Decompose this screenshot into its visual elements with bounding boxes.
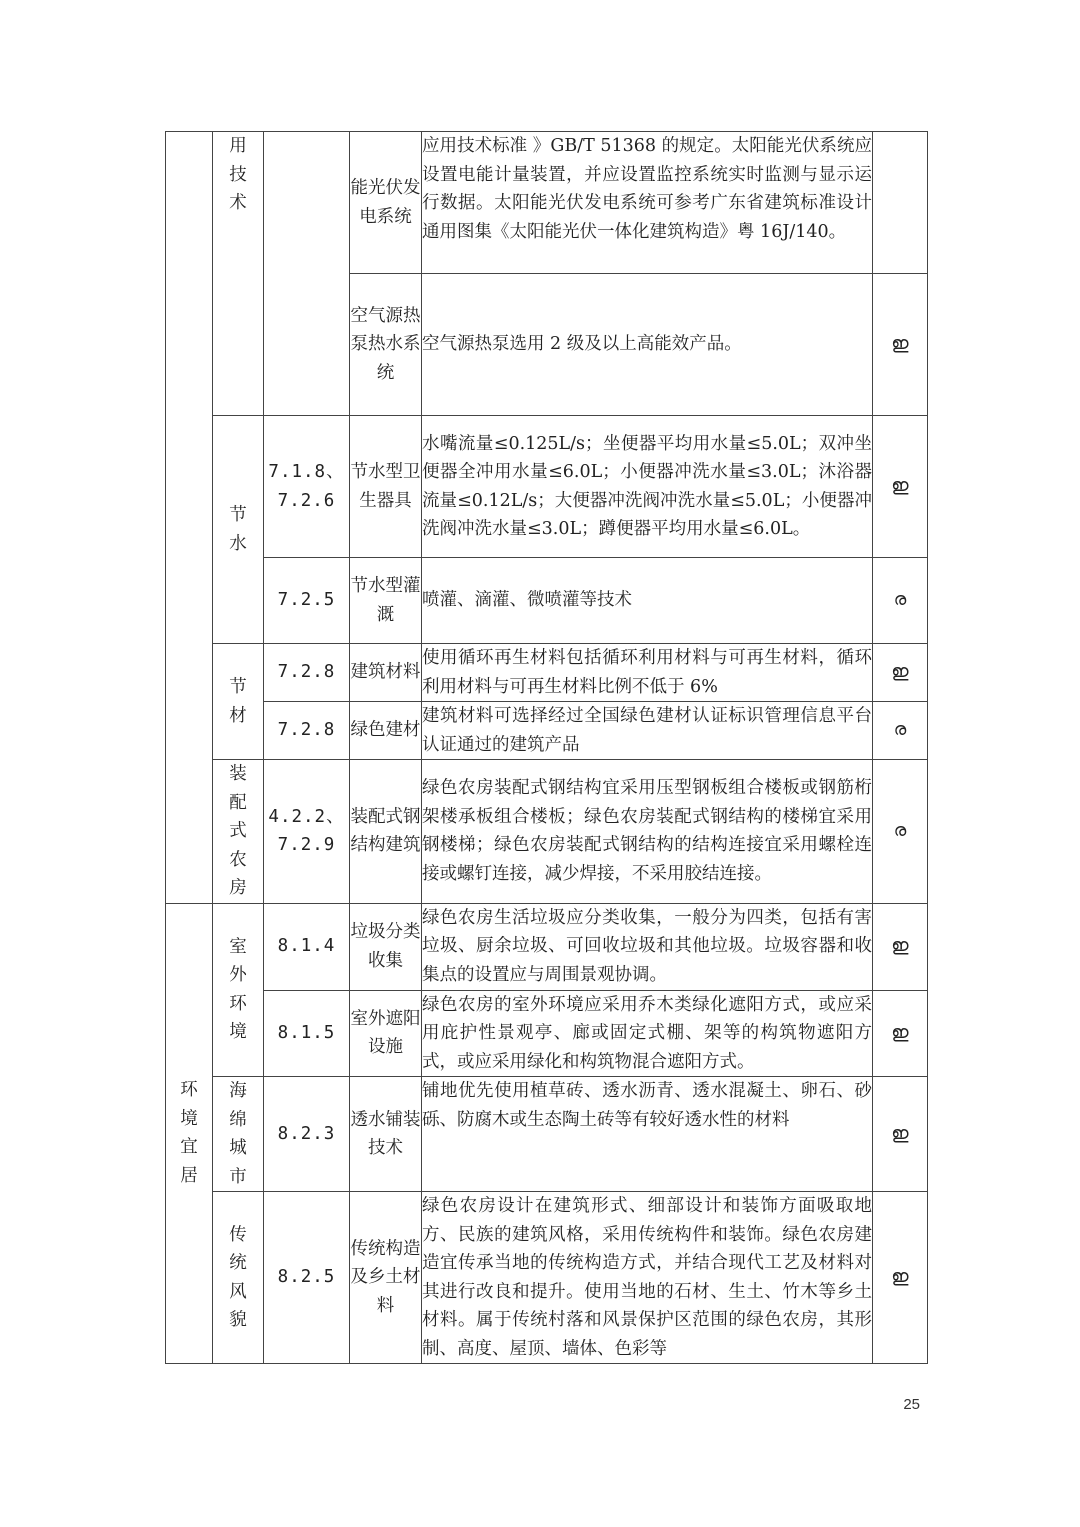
clause-cell: 8.2.5 xyxy=(264,1192,350,1364)
item-cell: 透水铺装技术 xyxy=(350,1077,422,1192)
subcategory-cell: 装配式农房 xyxy=(213,760,264,904)
content-cell: 空气源热泵选用 2 级及以上高能效产品。 xyxy=(422,274,873,416)
content-cell: 绿色农房的室外环境应采用乔木类绿化遮阳方式，或应采用庇护性景观亭、廊或固定式棚、架等的构筑物遮阳方式，或应采用绿化和构筑物混合遮阳方式。 xyxy=(422,990,873,1077)
table-row xyxy=(166,760,928,904)
table-row xyxy=(166,558,928,644)
page-number: 25 xyxy=(903,1396,920,1413)
mark-symbol-icon: ഇ xyxy=(873,990,928,1077)
item-cell: 装配式钢结构建筑 xyxy=(350,760,422,904)
table-row xyxy=(166,903,928,990)
item-cell: 能光伏发电系统 xyxy=(350,132,422,274)
category-cell-prev xyxy=(166,132,213,904)
mark-symbol-icon: ഇ xyxy=(873,1192,928,1364)
item-cell: 节水型灌溉 xyxy=(350,558,422,644)
subcategory-cell: 节材 xyxy=(213,644,264,760)
subcategory-cell: 海绵城市 xyxy=(213,1077,264,1192)
mark-symbol-icon: ഇ xyxy=(873,416,928,558)
clause-cell xyxy=(264,132,350,416)
table-row xyxy=(166,1192,928,1364)
item-cell: 建筑材料 xyxy=(350,644,422,702)
content-cell: 使用循环再生材料包括循环利用材料与可再生材料，循环利用材料与可再生材料比例不低于 6% xyxy=(422,644,873,702)
subcategory-cell: 室外环境 xyxy=(213,903,264,1077)
mark-symbol-icon: ര xyxy=(873,760,928,904)
clause-cell: 7.2.5 xyxy=(264,558,350,644)
clause-cell: 8.1.5 xyxy=(264,990,350,1077)
item-cell: 绿色建材 xyxy=(350,702,422,760)
clause-cell: 8.2.3 xyxy=(264,1077,350,1192)
table-row xyxy=(166,644,928,702)
subcategory-cell: 传统风貌 xyxy=(213,1192,264,1364)
item-cell: 垃圾分类收集 xyxy=(350,903,422,990)
table-row xyxy=(166,990,928,1077)
item-cell: 传统构造及乡土材料 xyxy=(350,1192,422,1364)
table-row xyxy=(166,132,928,274)
clause-cell: 8.1.4 xyxy=(264,903,350,990)
clause-cell: 4.2.2、7.2.9 xyxy=(264,760,350,904)
content-cell: 喷灌、滴灌、微喷灌等技术 xyxy=(422,558,873,644)
table-row xyxy=(166,416,928,558)
content-cell: 绿色农房生活垃圾应分类收集，一般分为四类，包括有害垃圾、厨余垃圾、可回收垃圾和其他垃圾。垃圾容器和收集点的设置应与周围景观协调。 xyxy=(422,903,873,990)
clause-cell: 7.1.8、7.2.6 xyxy=(264,416,350,558)
mark-symbol-icon: ഇ xyxy=(873,644,928,702)
content-cell: 绿色农房设计在建筑形式、细部设计和装饰方面吸取地方、民族的建筑风格，采用传统构件和装饰。绿色农房建造宜传承当地的传统构造方式，并结合现代工艺及材料对其进行改良和提升。使用当地的石材、生土、竹木等乡土材料。属于传统村落和风景保护区范围的绿色农房，其形制、高度、屋顶、墙体、色彩等 xyxy=(422,1192,873,1364)
clause-cell: 7.2.8 xyxy=(264,702,350,760)
content-cell: 建筑材料可选择经过全国绿色建材认证标识管理信息平台认证通过的建筑产品 xyxy=(422,702,873,760)
category-cell: 环境宜居 xyxy=(166,903,213,1364)
mark-symbol-icon: ര xyxy=(873,702,928,760)
clause-cell: 7.2.8 xyxy=(264,644,350,702)
content-cell: 绿色农房装配式钢结构宜采用压型钢板组合楼板或钢筋桁架楼承板组合楼板；绿色农房装配式钢结构的楼梯宜采用钢楼梯；绿色农房装配式钢结构的结构连接宜采用螺栓连接或螺钉连接，减少焊接，不采用胶结连接。 xyxy=(422,760,873,904)
content-cell: 应用技术标准 》GB/T 51368 的规定。太阳能光伏系统应设置电能计量装置，并应设置监控系统实时监测与显示运行数据。太阳能光伏发电系统可参考广东省建筑标准设计通用图集《太阳能光伏一体化建筑构造》粤 16J/140。 xyxy=(422,132,873,274)
subcategory-cell: 用技术 xyxy=(213,132,264,416)
mark-symbol-icon: ഇ xyxy=(873,274,928,416)
content-cell: 铺地优先使用植草砖、透水沥青、透水混凝土、卵石、砂砾、防腐木或生态陶土砖等有较好透水性的材料 xyxy=(422,1077,873,1192)
mark-cell xyxy=(873,132,928,274)
subcategory-cell: 节水 xyxy=(213,416,264,644)
mark-symbol-icon: ര xyxy=(873,558,928,644)
item-cell: 室外遮阳设施 xyxy=(350,990,422,1077)
table-row xyxy=(166,1077,928,1192)
content-cell: 水嘴流量≤0.125L/s；坐便器平均用水量≤5.0L；双冲坐便器全冲用水量≤6.0L；小便器冲洗水量≤3.0L；沐浴器流量≤0.12L/s；大便器冲洗阀冲洗水量≤5.0L；小便器冲洗阀冲洗水量≤3.0L；蹲便器平均用水量≤6.0L。 xyxy=(422,416,873,558)
table-row xyxy=(166,702,928,760)
mark-symbol-icon: ഇ xyxy=(873,903,928,990)
item-cell: 空气源热泵热水系统 xyxy=(350,274,422,416)
item-cell: 节水型卫生器具 xyxy=(350,416,422,558)
mark-symbol-icon: ഇ xyxy=(873,1077,928,1192)
standards-table xyxy=(165,131,928,1364)
